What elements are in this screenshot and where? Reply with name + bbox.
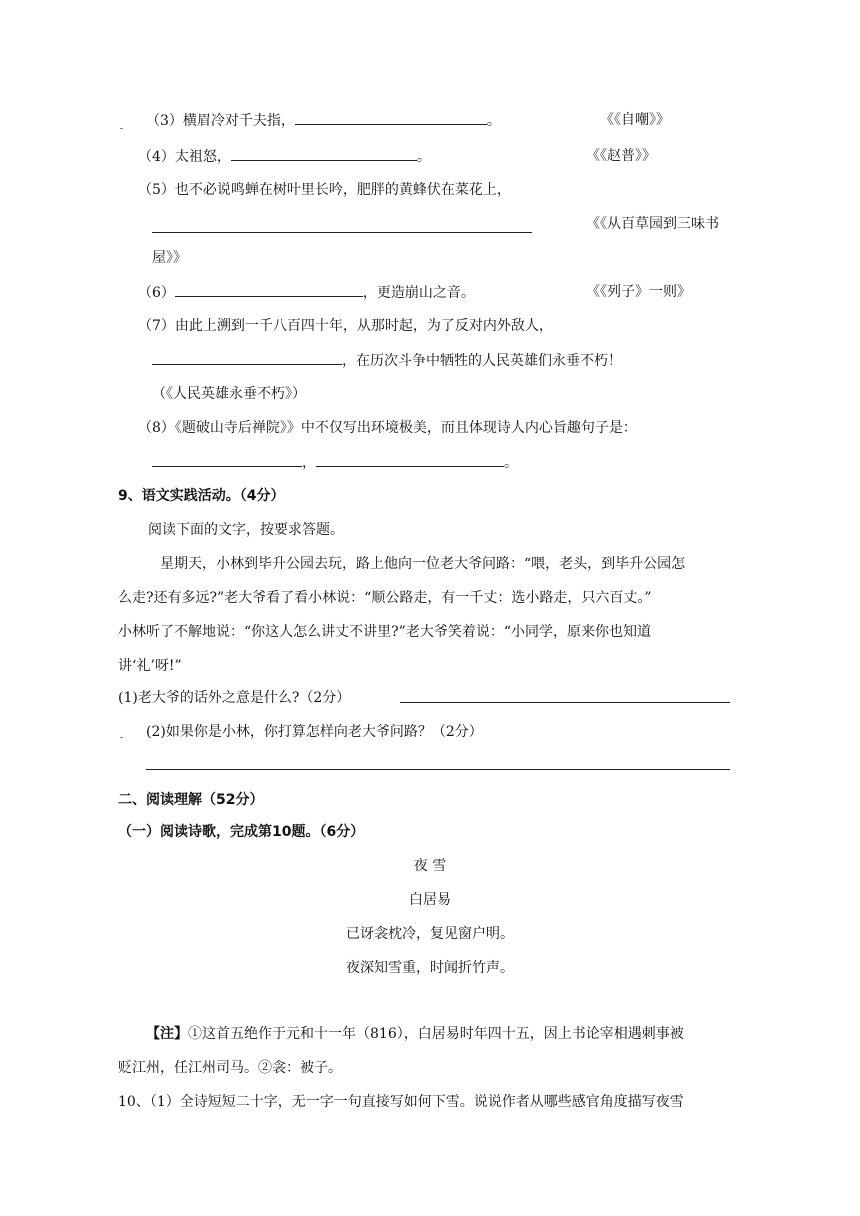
section2-part1-title: （一）阅读诗歌，完成第10题。（6分） (118, 824, 365, 840)
q9-sub2: (2)如果你是小林，你打算怎样向老大爷问路？（2分） (146, 724, 483, 740)
item-number: （6） (138, 285, 175, 301)
item-text: 由此上溯到一千八百四十年，从那时起，为了反对内外敌人， (174, 318, 553, 334)
q9-instruction: 阅读下面的文字，按要求答题。 (148, 522, 344, 538)
answer-blank[interactable] (295, 110, 487, 125)
poem-line: 夜深知雪重，时闻折竹声。 (346, 960, 514, 976)
q9-passage-line: 么走?还有多远?”老大爷看了看小林说：“顺公路走，有一千丈：选小路走，只六百丈。” (118, 590, 652, 606)
answer-blank[interactable] (316, 452, 504, 467)
q8-item-7-line2 (152, 350, 622, 371)
item-text: 横眉冷对千夫指， (182, 113, 295, 129)
item-number: （8） (138, 420, 175, 436)
q8-item-4-source: 《《赵普》》 (586, 148, 656, 164)
answer-blank[interactable] (175, 282, 363, 297)
note-line2: 贬江州，任江州司马。②衾：被子。 (118, 1060, 342, 1076)
note (146, 1024, 684, 1044)
answer-line[interactable] (400, 702, 730, 703)
item-mid: ， (302, 455, 316, 471)
q8-item-4 (138, 146, 431, 167)
margin-mark (120, 737, 123, 738)
poem-title: 夜 雪 (413, 858, 447, 874)
item-end: ，更造崩山之音。 (362, 285, 475, 301)
q8-item-8 (138, 418, 637, 438)
q9-passage-line: 小林听了不解地说：“你这人怎么讲丈不讲里?”老大爷笑着说：“小同学，原来你也知道 (118, 624, 651, 640)
q9-title: 9、语文实践活动。（4分） (118, 488, 285, 504)
item-text: 也不必说鸣蝉在树叶里长吟，肥胖的黄蜂伏在菜花上， (174, 182, 511, 198)
q8-item-5 (138, 180, 511, 200)
item-number: （5） (138, 182, 175, 198)
item-end: 。 (504, 455, 518, 471)
q9-passage-line: 星期天，小林到毕升公园去玩，路上他向一位老大爷问路：“喂，老头，到毕升公园怎 (160, 556, 686, 572)
q8-item-6 (138, 282, 475, 303)
q8-item-8-line2 (152, 452, 518, 473)
item-end: 。 (416, 149, 431, 165)
item-end: ，在历次斗争中牺牲的人民英雄们永垂不朽！ (342, 353, 622, 369)
q8-item-7 (138, 316, 553, 336)
q8-item-3 (146, 110, 501, 131)
item-text: 《题破山寺后禅院》》中不仅写出环境极美，而且体现诗人内心旨趣句子是： (174, 420, 637, 436)
section2-title: 二、阅读理解（52分） (118, 792, 264, 808)
answer-blank[interactable] (152, 452, 302, 467)
answer-blank[interactable] (231, 146, 417, 161)
q10-text: 10、（1）全诗短短二十字，无一字一句直接写如何下雪。说说作者从哪些感官角度描写夜雪 (118, 1094, 684, 1110)
q8-item-5-source-a: 《《从百草园到三味书 (586, 216, 719, 232)
poem-author: 白居易 (409, 892, 451, 908)
answer-blank[interactable] (152, 350, 342, 365)
q9-passage-line: 讲‘礼’呀!” (118, 658, 182, 674)
q8-item-3-source: 《《自嘲》》 (600, 112, 670, 128)
item-end: 。 (486, 113, 501, 129)
note-label: 【注】 (146, 1026, 188, 1042)
answer-line[interactable] (152, 232, 532, 233)
item-number: （7） (138, 318, 175, 334)
q8-item-5-source-b: 屋》》 (152, 250, 187, 266)
note-text: ①这首五绝作于元和十一年（816），白居易时年四十五，因上书论宰相遇刺事被 (188, 1026, 684, 1042)
item-text: 太祖怒， (174, 149, 231, 165)
q8-item-6-source: 《《列子》一则》 (586, 284, 691, 300)
q8-item-7-source: （《人民英雄永垂不朽》） (152, 386, 306, 402)
poem-line: 已讶衾枕冷，复见窗户明。 (346, 926, 514, 942)
answer-line[interactable] (146, 769, 730, 770)
margin-mark (120, 128, 123, 129)
item-number: （3） (146, 113, 183, 129)
item-number: （4） (138, 149, 175, 165)
q9-sub1: (1)老大爷的话外之意是什么?（2分） (118, 690, 351, 706)
